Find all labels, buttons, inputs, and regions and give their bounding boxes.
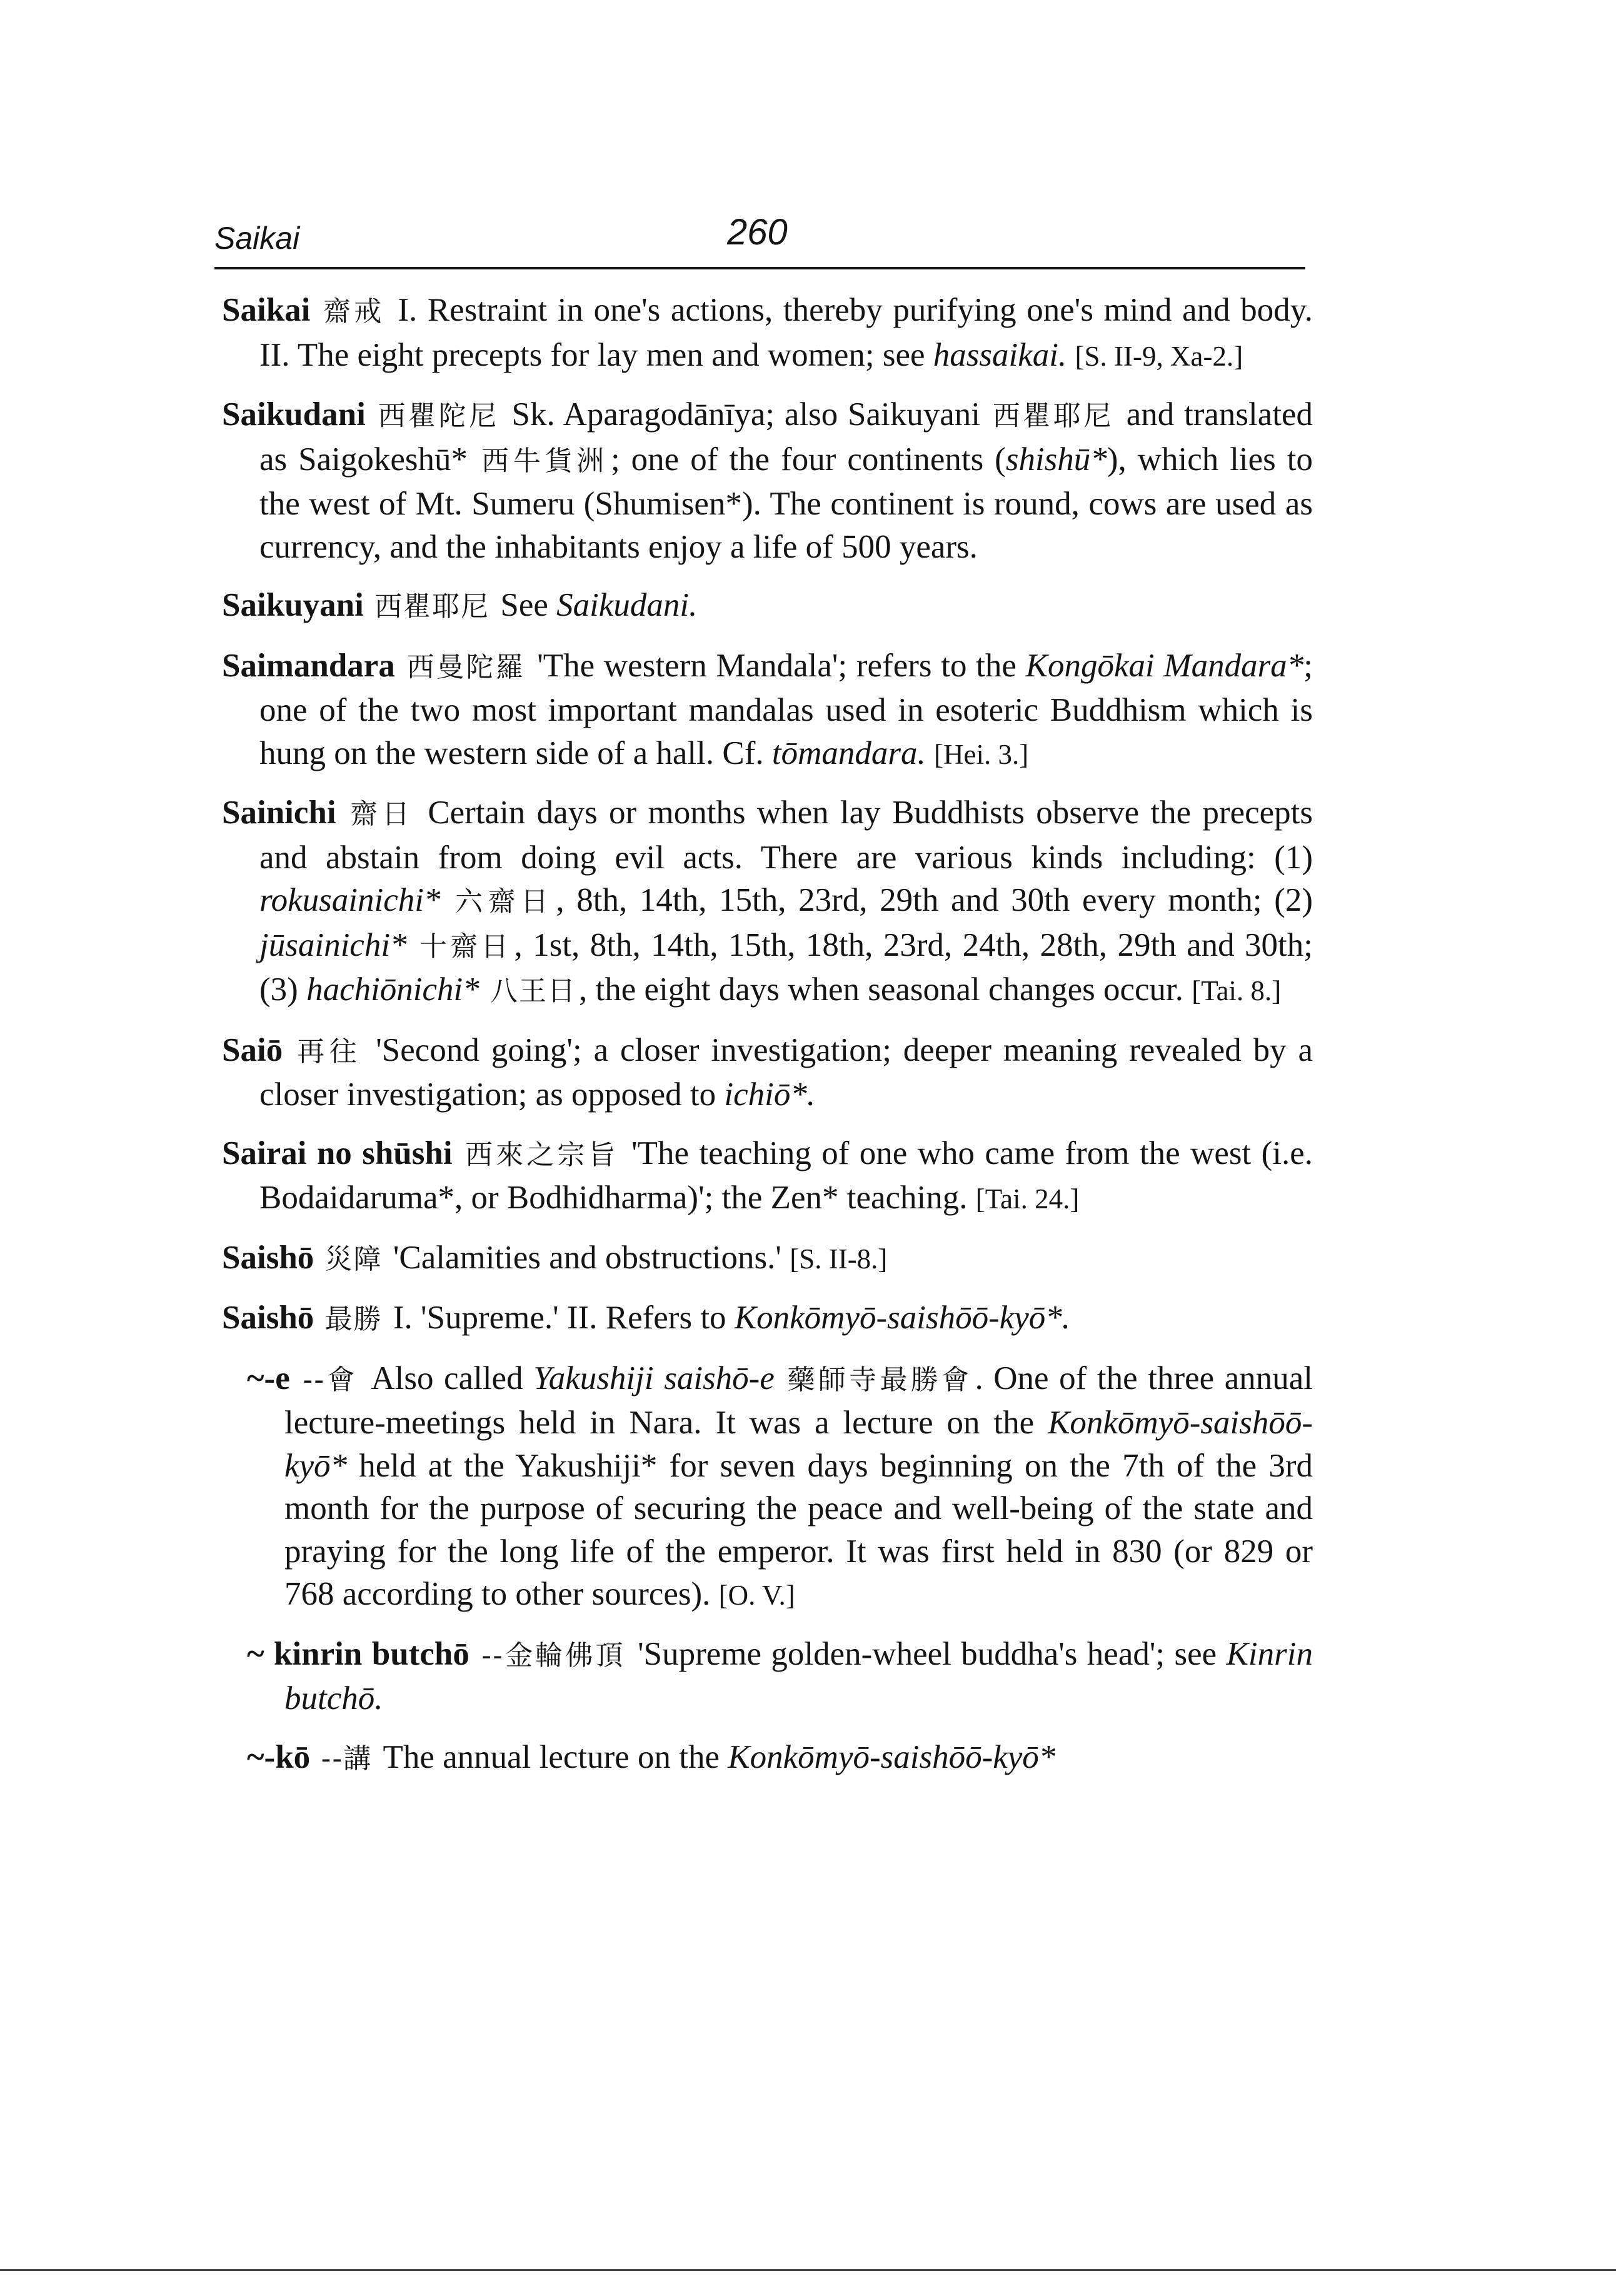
kanji: 西曼陀羅 bbox=[406, 651, 526, 683]
cross-reference: Konkōmyō-saishōō-kyō* bbox=[284, 1405, 1313, 1484]
headword: ~ kinrin butchō bbox=[247, 1635, 469, 1672]
entry-sainichi bbox=[222, 791, 1313, 1013]
headword: Sairai no shūshi bbox=[222, 1135, 453, 1171]
definition-text: , 8th, 14th, 15th, 23rd, 29th and 30th every month; (2) bbox=[556, 882, 1313, 918]
definition-text: and translated as Saigokeshū* bbox=[259, 396, 1313, 478]
definition-text: I. Restraint in one's actions, thereby purifying one's mind and body. II. The eight precepts for lay men and women; see bbox=[259, 292, 1313, 373]
definition-text: 'Supreme golden-wheel buddha's head'; see bbox=[638, 1635, 1217, 1672]
definition-text: ; one of the two most important mandalas used in esoteric Buddhism which is hung on the western side of a hall. Cf. bbox=[259, 647, 1313, 771]
headword: Sainichi bbox=[222, 795, 336, 831]
definition-text: held at the Yakushiji* for seven days beginning on the 7th of the 3rd month for the purpose of securing the peace and well-being of the state and praying for the long life of the emperor. It was first held in 830 (or 829 or 768 according to other sources). bbox=[284, 1447, 1313, 1612]
cross-reference: hassaikai. bbox=[933, 336, 1067, 373]
definition-text: 'The teaching of one who came from the west (i.e. Bodaidaruma*, or Bodhidharma)'; the Zen* teaching. bbox=[259, 1135, 1313, 1216]
subentry-saisho-ko bbox=[247, 1736, 1313, 1781]
kanji: 六齋日 bbox=[455, 886, 554, 918]
headword: Saishō bbox=[222, 1300, 314, 1336]
kanji: --金輪佛頂 bbox=[481, 1639, 626, 1672]
kanji: 西瞿耶尼 bbox=[992, 400, 1114, 432]
subentry-kinrin-butcho bbox=[247, 1633, 1313, 1720]
source-reference: [Tai. 24.] bbox=[975, 1183, 1080, 1215]
cross-reference: Konkōmyō-saishōō-kyō*. bbox=[734, 1300, 1071, 1336]
kanji: 齋日 bbox=[349, 798, 414, 830]
headword: Saiō bbox=[222, 1031, 283, 1068]
cross-reference: Yakushiji saishō-e bbox=[533, 1360, 775, 1396]
cross-reference: hachiōnichi* bbox=[306, 971, 479, 1008]
source-reference: [S. II-9, Xa-2.] bbox=[1075, 340, 1243, 372]
definition-text: 'The western Mandala'; refers to the bbox=[537, 647, 1016, 684]
source-reference: [S. II-8.] bbox=[790, 1243, 888, 1275]
subentry-saisho-e bbox=[247, 1357, 1313, 1617]
entry-saisho-calamities bbox=[222, 1236, 1313, 1281]
headword: Saikudani bbox=[222, 396, 366, 433]
kanji: 齋戒 bbox=[323, 296, 385, 328]
cross-reference: rokusainichi* bbox=[259, 882, 441, 918]
cross-reference: Konkōmyō-saishōō-kyō* bbox=[728, 1738, 1056, 1775]
page-number: 260 bbox=[727, 212, 788, 253]
source-reference: [Tai. 8.] bbox=[1192, 975, 1282, 1006]
definition-text: 'Second going'; a closer investigation; deeper meaning revealed by a closer investigation; as opposed to bbox=[259, 1031, 1313, 1113]
entry-saikudani bbox=[222, 393, 1313, 568]
definition-text: Also called bbox=[371, 1360, 523, 1396]
kanji: 十齋日 bbox=[419, 930, 512, 963]
entry-saikai bbox=[222, 289, 1313, 378]
definition-text: The annual lecture on the bbox=[383, 1738, 720, 1775]
headword: ~-e bbox=[247, 1360, 290, 1396]
headword: Saishō bbox=[222, 1239, 314, 1276]
dictionary-entries bbox=[222, 289, 1313, 1796]
kanji: 最勝 bbox=[324, 1303, 383, 1335]
definition-text: See bbox=[500, 587, 548, 623]
kanji: 藥師寺最勝會 bbox=[787, 1363, 973, 1396]
cross-reference: ichiō*. bbox=[724, 1076, 816, 1113]
kanji: --會 bbox=[303, 1363, 358, 1396]
cross-reference: Saikudani. bbox=[556, 587, 698, 623]
headword: ~-kō bbox=[247, 1738, 311, 1775]
cross-reference: shishū* bbox=[1005, 441, 1107, 478]
kanji: 災障 bbox=[324, 1243, 383, 1275]
entry-saisho-supreme bbox=[222, 1296, 1313, 1341]
definition-text: Sk. Aparagodānīya; also Saikuyani bbox=[511, 396, 980, 433]
definition-text: I. 'Supreme.' II. Refers to bbox=[393, 1300, 726, 1336]
headword: Saimandara bbox=[222, 647, 395, 684]
kanji: 西瞿陀尼 bbox=[378, 400, 499, 432]
definition-text: ), which lies to the west of Mt. Sumeru (Shumisen*). The continent is round, cows are used as currency, and the inhabitants enjoy a life of 500 years. bbox=[259, 441, 1313, 565]
cross-reference: jūsainichi* bbox=[259, 926, 407, 963]
entry-saikuyani bbox=[222, 584, 1313, 629]
kanji: --講 bbox=[321, 1742, 373, 1775]
entry-sairai-no-shushi bbox=[222, 1132, 1313, 1221]
definition-text: 'Calamities and obstructions.' bbox=[393, 1239, 781, 1276]
definition-text: . One of the three annual lecture-meetings held in Nara. It was a lecture on the bbox=[284, 1360, 1313, 1441]
cross-reference: Kinrin butchō. bbox=[284, 1635, 1313, 1717]
bottom-rule bbox=[0, 2269, 1616, 2271]
kanji: 西來之宗旨 bbox=[464, 1138, 619, 1171]
kanji: 西瞿耶尼 bbox=[374, 591, 490, 623]
definition-text: Certain days or months when lay Buddhists observe the precepts and abstain from doing evil acts. There are various kinds including: (1) bbox=[259, 795, 1313, 876]
definition-text: , the eight days when seasonal changes occur. bbox=[579, 971, 1183, 1008]
header-rule bbox=[214, 267, 1305, 269]
kanji: 西牛貨洲 bbox=[481, 444, 608, 477]
kanji: 八王日 bbox=[490, 975, 577, 1007]
page-header bbox=[214, 211, 1305, 268]
entry-saimandara bbox=[222, 644, 1313, 776]
cross-reference: Kongōkai Mandara* bbox=[1025, 647, 1304, 684]
entry-saio bbox=[222, 1029, 1313, 1116]
headword: Saikai bbox=[222, 292, 311, 328]
source-reference: [Hei. 3.] bbox=[933, 738, 1029, 770]
headword: Saikuyani bbox=[222, 587, 364, 623]
running-head: Saikai bbox=[214, 221, 300, 256]
definition-text: , 1st, 8th, 14th, 15th, 18th, 23rd, 24th, 28th, 29th and 30th; (3) bbox=[259, 926, 1313, 1008]
kanji: 再往 bbox=[297, 1035, 362, 1068]
cross-reference: tōmandara. bbox=[771, 734, 926, 771]
source-reference: [O. V.] bbox=[718, 1580, 795, 1611]
definition-text: ; one of the four continents ( bbox=[610, 441, 1006, 478]
